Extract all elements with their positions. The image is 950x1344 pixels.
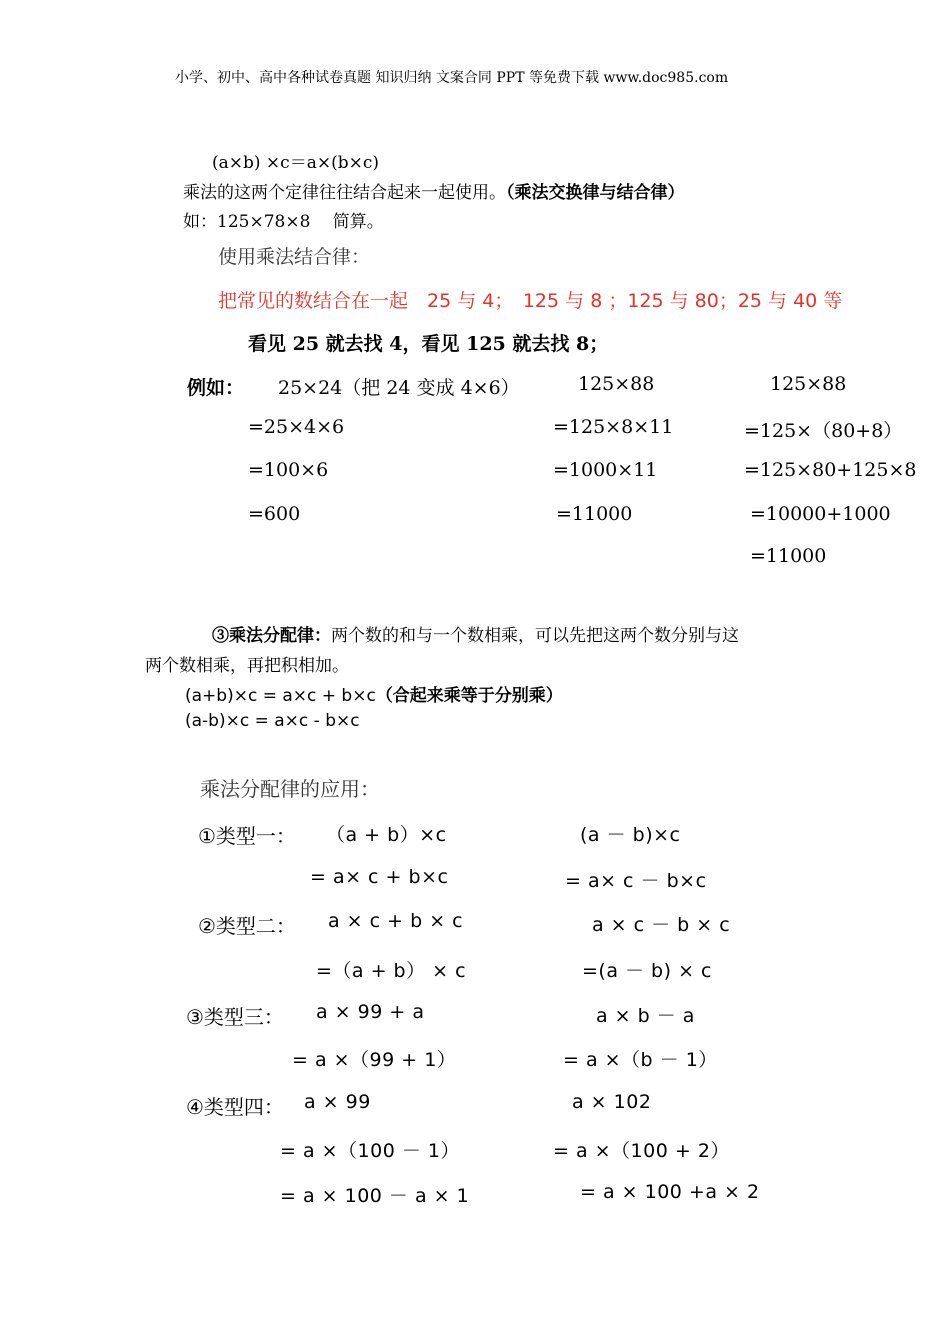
assoc-tip: 看见 25 就去找 4，看见 125 就去找 8；	[248, 333, 609, 355]
type3-right-line1: a × b － a	[596, 1005, 695, 1027]
example-col1-head: 25×24（把 24 变成 4×6）	[278, 377, 520, 399]
type2-right-line2: =(a － b) × c	[582, 960, 712, 982]
example-col3-step2: =125×80+125×8	[744, 459, 917, 481]
example-col3-head: 125×88	[770, 373, 847, 395]
distributive-label: ③乘法分配律：	[212, 626, 331, 646]
type4-right-line1: a × 102	[572, 1091, 652, 1113]
example-col2-step2: =1000×11	[553, 459, 658, 481]
example-col2-step1: =125×8×11	[553, 416, 674, 438]
example-col3-step3: =10000+1000	[750, 503, 891, 525]
type3-left-line2: = a ×（99 + 1）	[292, 1049, 457, 1071]
type4-left-line3: = a × 100 － a × 1	[280, 1185, 470, 1207]
type3-label: ③类型三：	[186, 1005, 284, 1029]
example-col3-step4: =11000	[750, 545, 827, 567]
type4-left-line1: a × 99	[304, 1091, 371, 1113]
example-col1-step2: =100×6	[248, 459, 329, 481]
example-col2-head: 125×88	[578, 373, 655, 395]
page-header: 小学、初中、高中各种试卷真题 知识归纳 文案合同 PPT 等免费下载 www.doc985.com	[175, 70, 729, 86]
distributive-line1	[212, 621, 739, 646]
type2-left-line2: =（a + b） × c	[316, 960, 467, 982]
application-title: 乘法分配律的应用：	[200, 777, 380, 801]
type3-left-line1: a × 99 + a	[316, 1001, 425, 1023]
type1-right-line1: (a － b)×c	[580, 824, 681, 846]
type3-right-line2: = a ×（b － 1）	[563, 1049, 718, 1071]
example-col1-step1: =25×4×6	[248, 416, 345, 438]
type1-left-line1: （a + b）×c	[326, 824, 447, 846]
distributive-formula1-expr: (a+b)×c = a×c + b×c	[185, 686, 376, 706]
associative-formula: (a×b) ×c＝a×(b×c)	[212, 153, 379, 173]
example-label: 例如：	[187, 377, 245, 399]
type4-right-line2: = a ×（100 + 2）	[553, 1140, 730, 1162]
distributive-formula1	[185, 681, 563, 706]
type1-label: ①类型一：	[198, 824, 296, 848]
type4-right-line3: = a × 100 +a × 2	[580, 1181, 760, 1203]
assoc-common-pairs: 把常见的数结合在一起 25 与 4； 125 与 8 ；125 与 80；25 与 40 等	[218, 290, 843, 312]
combined-note-text: 乘法的这两个定律往往结合起来一起使用。	[183, 183, 506, 203]
example-col1-step3: =600	[248, 503, 301, 525]
assoc-usage-title: 使用乘法结合律：	[218, 246, 371, 268]
type1-left-line2: = a× c + b×c	[310, 866, 449, 888]
type2-right-line1: a × c － b × c	[592, 914, 731, 936]
example-col2-step3: =11000	[556, 503, 633, 525]
type4-label: ④类型四：	[186, 1095, 284, 1119]
distributive-text2: 两个数相乘，再把积相加。	[145, 656, 349, 676]
combined-note-bold: （乘法交换律与结合律）	[506, 183, 685, 203]
type4-left-line2: = a ×（100 － 1）	[280, 1140, 460, 1162]
combined-note	[183, 178, 685, 203]
type2-label: ②类型二：	[198, 914, 296, 938]
distributive-formula2: (a-b)×c = a×c - b×c	[185, 711, 360, 731]
example-intro: 如：125×78×8 简算。	[183, 212, 384, 232]
distributive-text1: 两个数的和与一个数相乘，可以先把这两个数分别与这	[331, 626, 739, 646]
type2-left-line1: a × c + b × c	[328, 910, 464, 932]
type1-right-line2: = a× c － b×c	[565, 870, 707, 892]
example-col3-step1: =125×（80+8）	[744, 420, 903, 442]
distributive-formula1-note: （合起来乘等于分别乘）	[375, 686, 563, 706]
